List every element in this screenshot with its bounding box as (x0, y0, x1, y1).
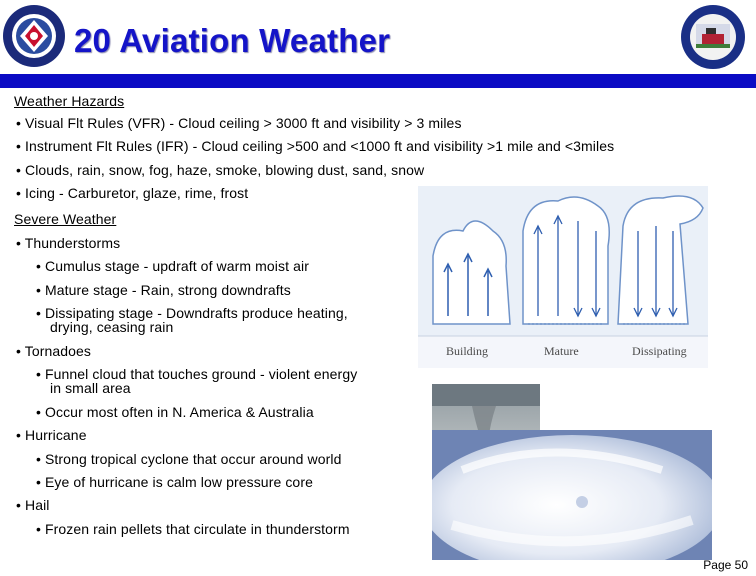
thunderstorm-item-cumulus: • Cumulus stage - updraft of warm moist air (36, 258, 309, 274)
thunderstorm-item-dissipating: • Dissipating stage - Downdrafts produce heating, (36, 305, 348, 321)
unit-seal-logo (680, 4, 746, 70)
mature-cloud-icon (523, 197, 609, 324)
cap-seal-logo (2, 4, 66, 68)
bullet-vfr: • Visual Flt Rules (VFR) - Cloud ceiling > 3000 ft and visibility > 3 miles (16, 115, 462, 131)
diagram-label-building: Building (446, 344, 489, 358)
tornado-item-funnel-cont: in small area (50, 380, 131, 396)
diagram-label-mature: Mature (544, 344, 579, 358)
weather-hazards-heading: Weather Hazards (14, 93, 125, 109)
bullet-icing: • Icing - Carburetor, glaze, rime, frost (16, 185, 249, 201)
hail-label: • Hail (16, 497, 50, 513)
tornado-item-occur: • Occur most often in N. America & Australia (36, 404, 314, 420)
building-cloud-icon (433, 221, 510, 324)
hurricane-label: • Hurricane (16, 427, 87, 443)
page-number: Page 50 (703, 558, 748, 572)
hurricane-item-cyclone: • Strong tropical cyclone that occur around world (36, 451, 342, 467)
thunderstorm-item-dissipating-cont: drying, ceasing rain (50, 319, 174, 335)
diagram-label-dissipating: Dissipating (632, 344, 687, 358)
title-divider-bar (0, 74, 756, 88)
bullet-clouds: • Clouds, rain, snow, fog, haze, smoke, blowing dust, sand, snow (16, 162, 425, 178)
tornado-item-funnel: • Funnel cloud that touches ground - violent energy (36, 366, 358, 382)
bullet-ifr: • Instrument Flt Rules (IFR) - Cloud ceiling >500 and <1000 ft and visibility >1 mile and <3miles (16, 138, 615, 154)
hurricane-item-eye: • Eye of hurricane is calm low pressure core (36, 474, 313, 490)
slide-title: 20 Aviation Weather (74, 22, 391, 59)
severe-weather-heading: Severe Weather (14, 211, 117, 227)
hurricane-satellite-image (432, 430, 712, 560)
thunderstorms-label: • Thunderstorms (16, 235, 121, 251)
hail-item-pellets: • Frozen rain pellets that circulate in thunderstorm (36, 521, 350, 537)
thunderstorm-item-mature: • Mature stage - Rain, strong downdrafts (36, 282, 291, 298)
tornadoes-label: • Tornadoes (16, 343, 92, 359)
thunderstorm-stages-diagram (418, 186, 708, 368)
